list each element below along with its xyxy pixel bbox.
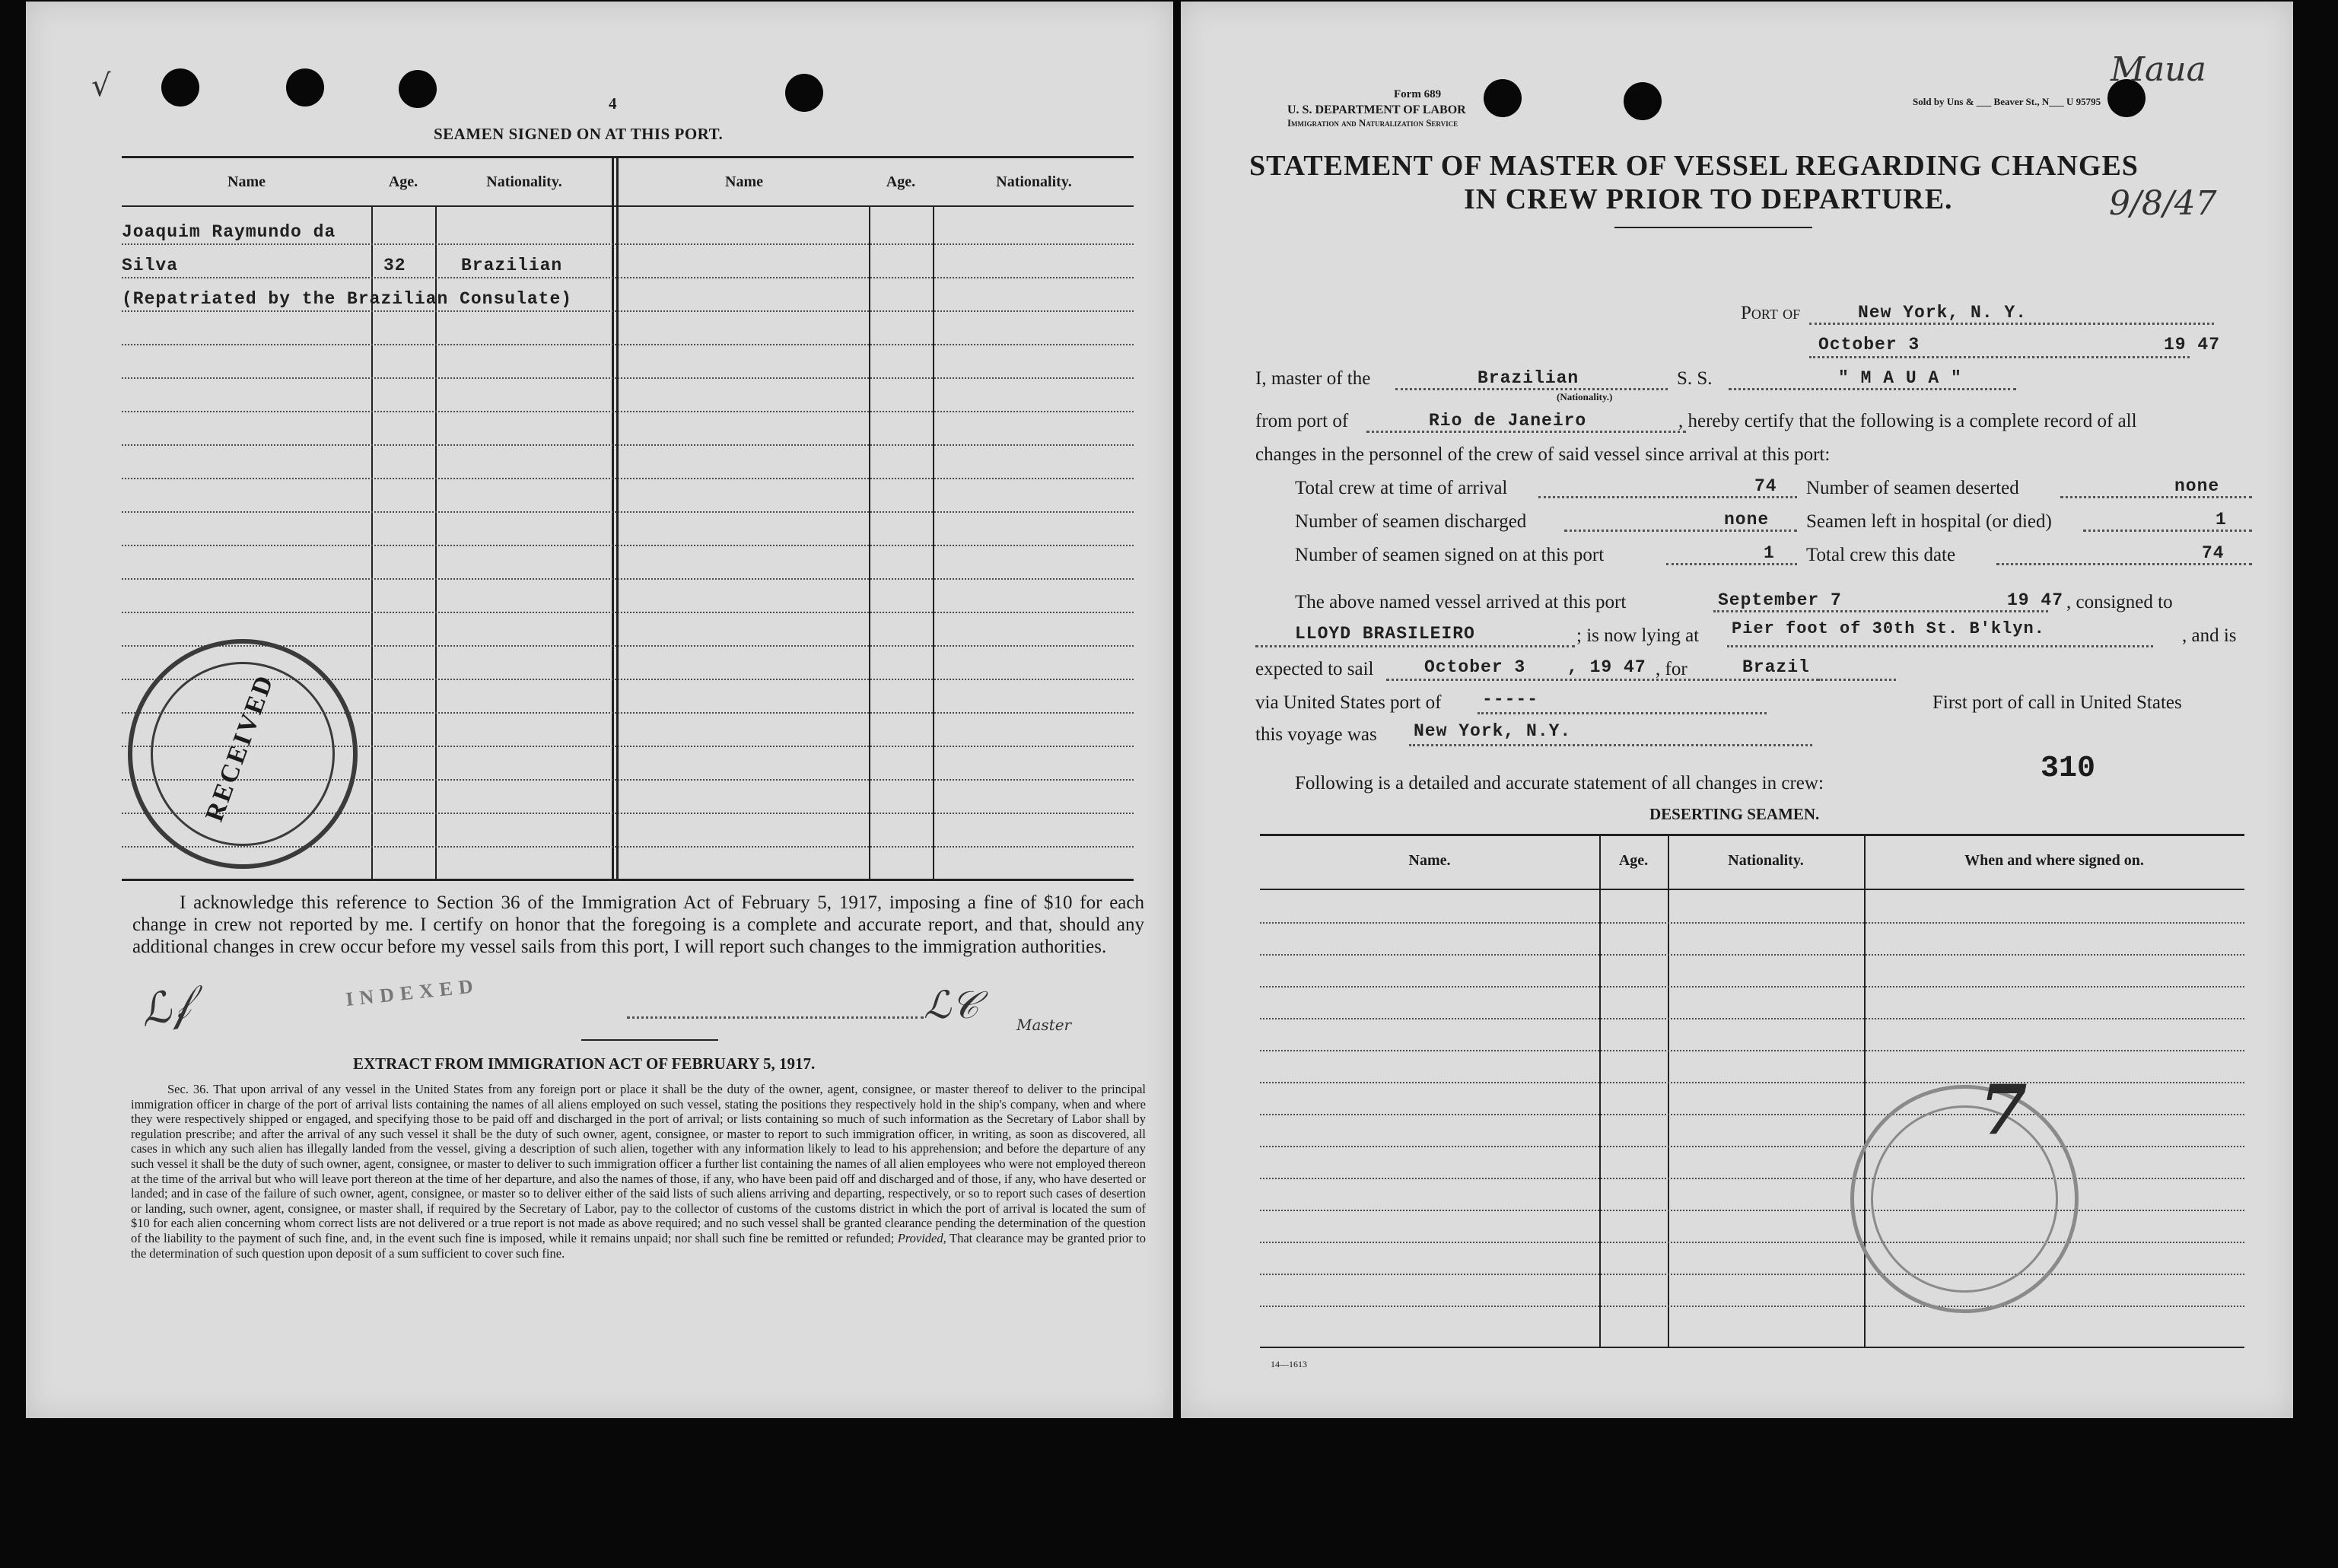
col-divider — [1599, 834, 1601, 1347]
punch-hole — [785, 74, 823, 112]
entry-note: (Repatriated by the Brazilian Consulate) — [122, 289, 573, 309]
col-header-age: Age. — [388, 173, 418, 190]
left-page — [26, 2, 1173, 1418]
expected-label: expected to sail — [1255, 659, 1374, 679]
extract-rule — [581, 1039, 718, 1041]
row-line — [122, 310, 1134, 312]
first-port-label: First port of call in United States — [1932, 692, 2182, 713]
lying-value: Pier foot of 30th St. B'klyn. — [1732, 619, 2045, 638]
and-is-label: , and is — [2182, 625, 2237, 646]
stat-left-value-0: 74 — [1754, 476, 1777, 496]
stat-right-value-2: 74 — [2202, 543, 2225, 563]
arrived-label: The above named vessel arrived at this port — [1295, 592, 1627, 612]
via-label: via United States port of — [1255, 692, 1442, 713]
expected-year: , 19 47 — [1567, 657, 1646, 677]
punch-hole — [161, 68, 199, 107]
stat-right-label-2: Total crew this date — [1806, 545, 1956, 565]
extract-title: EXTRACT FROM IMMIGRATION ACT OF FEBRUARY 5, 1917. — [353, 1054, 816, 1073]
for-line — [1706, 679, 1896, 681]
col-header-name-2: Name — [725, 173, 763, 190]
date-year: 19 47 — [2164, 335, 2221, 355]
extract-provided: Provided, — [897, 1230, 946, 1245]
row-line — [122, 277, 1134, 278]
stat-right-value-1: 1 — [2216, 510, 2227, 530]
changes-text: changes in the personnel of the crew of said vessel since arrival at this port: — [1255, 444, 1831, 465]
entry-name-line1: Joaquim Raymundo da — [122, 222, 336, 242]
expected-value: October 3 — [1424, 657, 1526, 677]
stat-line — [1538, 496, 1797, 498]
punch-hole — [286, 68, 324, 107]
consigned-label: , consigned to — [2066, 592, 2173, 612]
col-header-nationality-2: Nationality. — [996, 173, 1072, 190]
handwritten-date: 9/8/47 — [2109, 184, 2217, 223]
date-value: October 3 — [1818, 335, 1920, 355]
col-divider — [612, 157, 614, 879]
voyage-label: this voyage was — [1255, 724, 1377, 745]
row-line — [122, 344, 1134, 345]
for-value: Brazil — [1742, 657, 1810, 677]
row-line — [1260, 1178, 2244, 1179]
deserting-header-rule — [1260, 889, 2244, 890]
stat-line — [2060, 496, 2252, 498]
col-header-nationality: Nationality. — [486, 173, 562, 190]
deserting-col-signed-on: When and where signed on. — [1964, 852, 2144, 869]
initials-signature: ℒ𝒻 — [135, 978, 195, 1038]
indexed-stamp: INDEXED — [344, 974, 480, 1011]
stat-line — [1666, 563, 1797, 565]
from-port-value: Rio de Janeiro — [1429, 411, 1587, 431]
row-line — [1260, 986, 2244, 988]
handwritten-number: 7 — [1980, 1070, 2028, 1150]
section-title: SEAMEN SIGNED ON AT THIS PORT. — [434, 125, 724, 143]
master-caption: Master — [1016, 1016, 1072, 1034]
nationality-line — [1395, 388, 1668, 390]
row-line — [1260, 1146, 2244, 1147]
nationality-caption: (Nationality.) — [1557, 391, 1613, 402]
col-divider — [933, 205, 934, 879]
stat-left-label-1: Number of seamen discharged — [1295, 511, 1527, 532]
via-value: ----- — [1482, 689, 1539, 709]
deserting-col-age: Age. — [1618, 852, 1649, 869]
stamp-ring — [1871, 1105, 2058, 1293]
following-text: Following is a detailed and accurate statement of all changes in crew: — [1295, 773, 1824, 794]
stat-left-label-2: Number of seamen signed on at this port — [1295, 545, 1605, 565]
page-number: 4 — [609, 94, 617, 113]
stat-line — [1564, 530, 1797, 532]
col-header-name: Name — [227, 173, 266, 190]
punch-hole — [399, 70, 437, 108]
entry-nationality: Brazilian — [461, 256, 563, 275]
voyage-value: New York, N.Y. — [1414, 721, 1572, 741]
row-line — [1260, 1050, 2244, 1051]
sold-by: Sold by Uns & ___ Beaver St., N___ U 95795 — [1913, 96, 2101, 107]
right-page — [1181, 2, 2293, 1418]
ss-value: " M A U A " — [1838, 368, 1962, 388]
for-label: , for — [1656, 659, 1687, 679]
from-port-label: from port of — [1255, 411, 1349, 431]
arrived-year: 19 47 — [2007, 590, 2064, 610]
row-line — [1260, 954, 2244, 956]
form-title-line1: STATEMENT OF MASTER OF VESSEL REGARDING CHANGES — [1249, 150, 2139, 182]
stat-left-label-0: Total crew at time of arrival — [1295, 478, 1508, 498]
record-number: 310 — [2041, 752, 2096, 786]
row-line — [1260, 1306, 2244, 1307]
received-stamp — [128, 639, 358, 869]
acknowledgement-text: I acknowledge this reference to Section 36 of the Immigration Act of February 5, 1917, imposing a fine of $10 for each change in crew not reported by me. I certify on honor that the foregoing is a complete and accurate report, and that, should any additional changes in crew occur before my vessel sails from this port, I will report such changes to the immigration authorities. — [132, 892, 1144, 957]
punch-hole — [1624, 82, 1662, 120]
entry-name-line2: Silva — [122, 256, 179, 275]
nationality-value: Brazilian — [1478, 368, 1579, 388]
voyage-line — [1409, 744, 1812, 746]
extract-end: That clearance may be granted prior to the determination of such question upon deposit of a sum sufficient to cover such fine. — [131, 1230, 1147, 1261]
deserting-table-bottom — [1260, 1347, 2244, 1348]
date-line — [1809, 356, 2190, 358]
handwritten-vessel-name: Maua — [2111, 50, 2206, 89]
received-stamp-text: RECEIVED — [200, 670, 280, 825]
deserting-col-name: Name. — [1408, 852, 1451, 869]
master-of-label: I, master of the — [1255, 368, 1371, 389]
row-line — [122, 444, 1134, 446]
stat-right-label-1: Seamen left in hospital (or died) — [1806, 511, 2052, 532]
stat-line — [2083, 530, 2252, 532]
col-divider — [869, 205, 870, 879]
ss-line — [1729, 388, 2016, 390]
deserting-table-top — [1260, 834, 2244, 836]
certify-text: , hereby certify that the following is a complete record of all — [1678, 411, 2137, 431]
row-line — [122, 243, 1134, 245]
stat-line — [1996, 563, 2252, 565]
row-line — [122, 612, 1134, 613]
form-number: Form 689 — [1394, 88, 1442, 100]
col-header-age-2: Age. — [886, 173, 916, 190]
row-line — [122, 411, 1134, 412]
row-line — [122, 478, 1134, 479]
footer-code: 14—1613 — [1271, 1359, 1307, 1369]
table-header-rule — [122, 205, 1134, 207]
stat-right-label-0: Number of seamen deserted — [1806, 478, 2019, 498]
punch-hole — [1484, 79, 1522, 117]
entry-age: 32 — [383, 256, 406, 275]
check-mark: √ — [91, 68, 111, 103]
port-of-line — [1809, 323, 2214, 325]
consignee-value: LLOYD BRASILEIRO — [1295, 624, 1475, 644]
form-title-line2: IN CREW PRIOR TO DEPARTURE. — [1464, 183, 1953, 215]
deserting-title: DESERTING SEAMEN. — [1649, 805, 1820, 823]
extract-body — [131, 1082, 1146, 1261]
arrived-line — [1713, 610, 2048, 612]
stat-left-value-1: none — [1724, 510, 1770, 530]
row-line — [122, 545, 1134, 546]
via-line — [1478, 712, 1767, 714]
port-of-value: New York, N. Y. — [1858, 303, 2028, 323]
arrived-value: September 7 — [1718, 590, 1842, 610]
master-signature: ℒ𝒞 — [924, 983, 979, 1027]
stat-right-value-0: none — [2174, 476, 2220, 496]
row-line — [1260, 1274, 2244, 1275]
stat-left-value-2: 1 — [1764, 543, 1775, 563]
row-line — [1260, 922, 2244, 924]
col-divider — [1864, 834, 1866, 1347]
port-of-label: Port of — [1741, 303, 1801, 323]
date-stamp — [1850, 1085, 2079, 1313]
row-line — [1260, 1114, 2244, 1115]
col-divider — [616, 157, 619, 879]
lying-line — [1727, 645, 2153, 647]
row-line — [122, 511, 1134, 513]
extract-text: That upon arrival of any vessel in the United States from any foreign port or place it shall be the duty of the owner, agent, consignee, or master thereof to deliver to the principal immigration officer in charge of the port of arrival lists containing the names of all aliens employed on such vessel, stating the positions they respectively hold in the ship's company, when and where they were respectively shipped or engaged, and specifying those to be paid off and discharged in the port of arrival; or lists containing so much of such information as the Secretary of Labor shall by regulation prescribe; and after the arrival of any such vessel it shall be the duty of such owner, agent, consignee, or master to report to such immigration officer, in writing, as soon as discovered, all cases in which any such alien has illegally landed from the vessel, giving a description of such alien, together with any information likely to lead to his apprehension; and before the departure of any such vessel it shall be the duty of such owner, agent, consignee, or master to deliver to such immigration officer a further list containing the names of all alien employees who were not employed thereon at the time of the arrival but who will leave port thereon at the time of her departure, and also the names of those, if any, who have been paid off and discharged and of those, if any, who have deserted or landed; and in case of the failure of such owner, agent, consignee, or master so to deliver either of the said lists of such aliens arriving and departing, respectively, or so to report such cases of desertion or landing, such owner, agent, consignee, or master shall, if required by the Secretary of Labor, pay to the collector of customs of the customs district in which the port of arrival is located the sum of $10 for each alien concerning whom correct lists are not delivered or a true report is not made as above required; and no such vessel shall be granted clearance pending the determination of the question of the liability to the payment of such fine, and, in the event such fine is imposed, while it remains unpaid; nor shall such fine be remitted or refunded; — [131, 1082, 1146, 1245]
col-divider — [1668, 834, 1669, 1347]
row-line — [1260, 1242, 2244, 1243]
table-bottom-rule — [122, 879, 1134, 881]
row-line — [1260, 1082, 2244, 1083]
title-rule — [1614, 227, 1812, 228]
table-top-rule — [122, 156, 1134, 158]
consignee-line — [1255, 645, 1575, 647]
service: Immigration and Naturalization Service — [1287, 117, 1458, 129]
row-line — [1260, 1210, 2244, 1211]
row-line — [122, 578, 1134, 580]
department: U. S. DEPARTMENT OF LABOR — [1287, 103, 1466, 116]
deserting-col-nationality: Nationality. — [1728, 852, 1804, 869]
extract-section: Sec. 36. — [167, 1082, 209, 1096]
row-line — [122, 377, 1134, 379]
ss-label: S. S. — [1677, 368, 1713, 389]
from-port-line — [1366, 431, 1686, 433]
signature-line — [627, 1016, 924, 1019]
lying-label: ; is now lying at — [1576, 625, 1700, 646]
row-line — [1260, 1018, 2244, 1019]
